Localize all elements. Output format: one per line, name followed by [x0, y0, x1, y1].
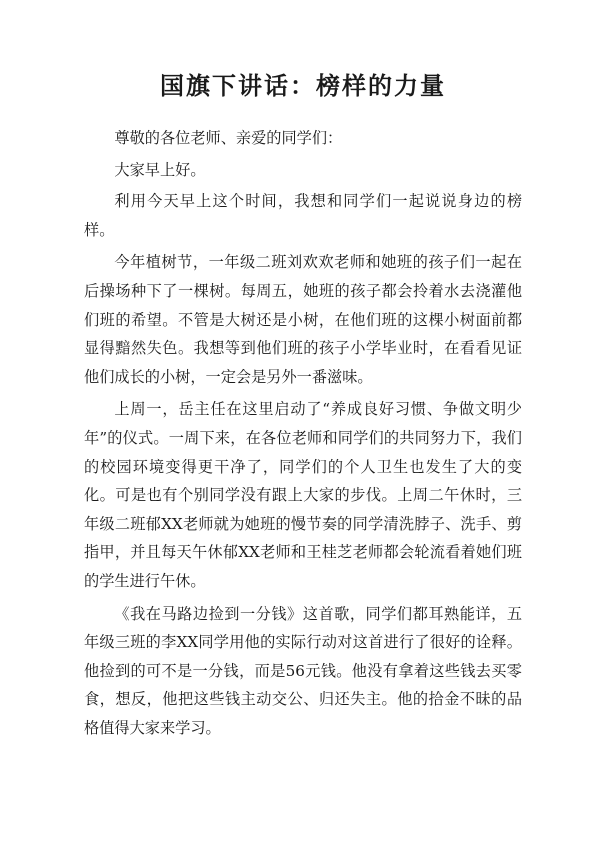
document-title: 国旗下讲话：榜样的力量 — [160, 71, 446, 100]
paragraph-lost-money: 《我在马路边捡到一分钱》这首歌，同学们都耳熟能详，五年级三班的李XX同学用他的实际行动对这首进行了很好的诠释。他捡到的可不是一分钱，而是56元钱。他没有拿着这些钱去买零食，想反，他把这些钱主动交公、归还失主。他的拾金不昧的品格值得大家来学习。 — [84, 604, 522, 737]
paragraph-tree-planting: 今年植树节，一年级二班刘欢欢老师和她班的孩子们一起在后操场种下了一棵树。每周五，她班的孩子都会拎着水去浇灌他们班的希望。不管是大树还是小树，在他们班的这棵小树面前都显得黯然失色。我想等到他们班的孩子小学毕业时，在看看见证他们成长的小树，一定会是另外一番滋味。 — [84, 253, 522, 386]
paragraph-good-habits: 上周一，岳主任在这里启动了“养成良好习惯、争做文明少年”的仪式。一周下来，在各位老师和同学们的共同努力下，我们的校园环境变得更干净了，同学们的个人卫生也发生了大的变化。可是也有个别同学没有跟上大家的步伐。上周二午休时，三年级二班郁XX老师就为她班的慢节奏的同学清洗脖子、洗手、剪指甲，并且每天午休郁XX老师和王桂芝老师都会轮流看着她们班的学生进行午休。 — [84, 400, 522, 590]
paragraph-greeting: 尊敬的各位老师、亲爱的同学们： — [114, 129, 343, 147]
paragraph-intro: 利用今天早上这个时间，我想和同学们一起说说身边的榜样。 — [84, 192, 522, 239]
paragraph-good-morning: 大家早上好。 — [114, 160, 206, 179]
